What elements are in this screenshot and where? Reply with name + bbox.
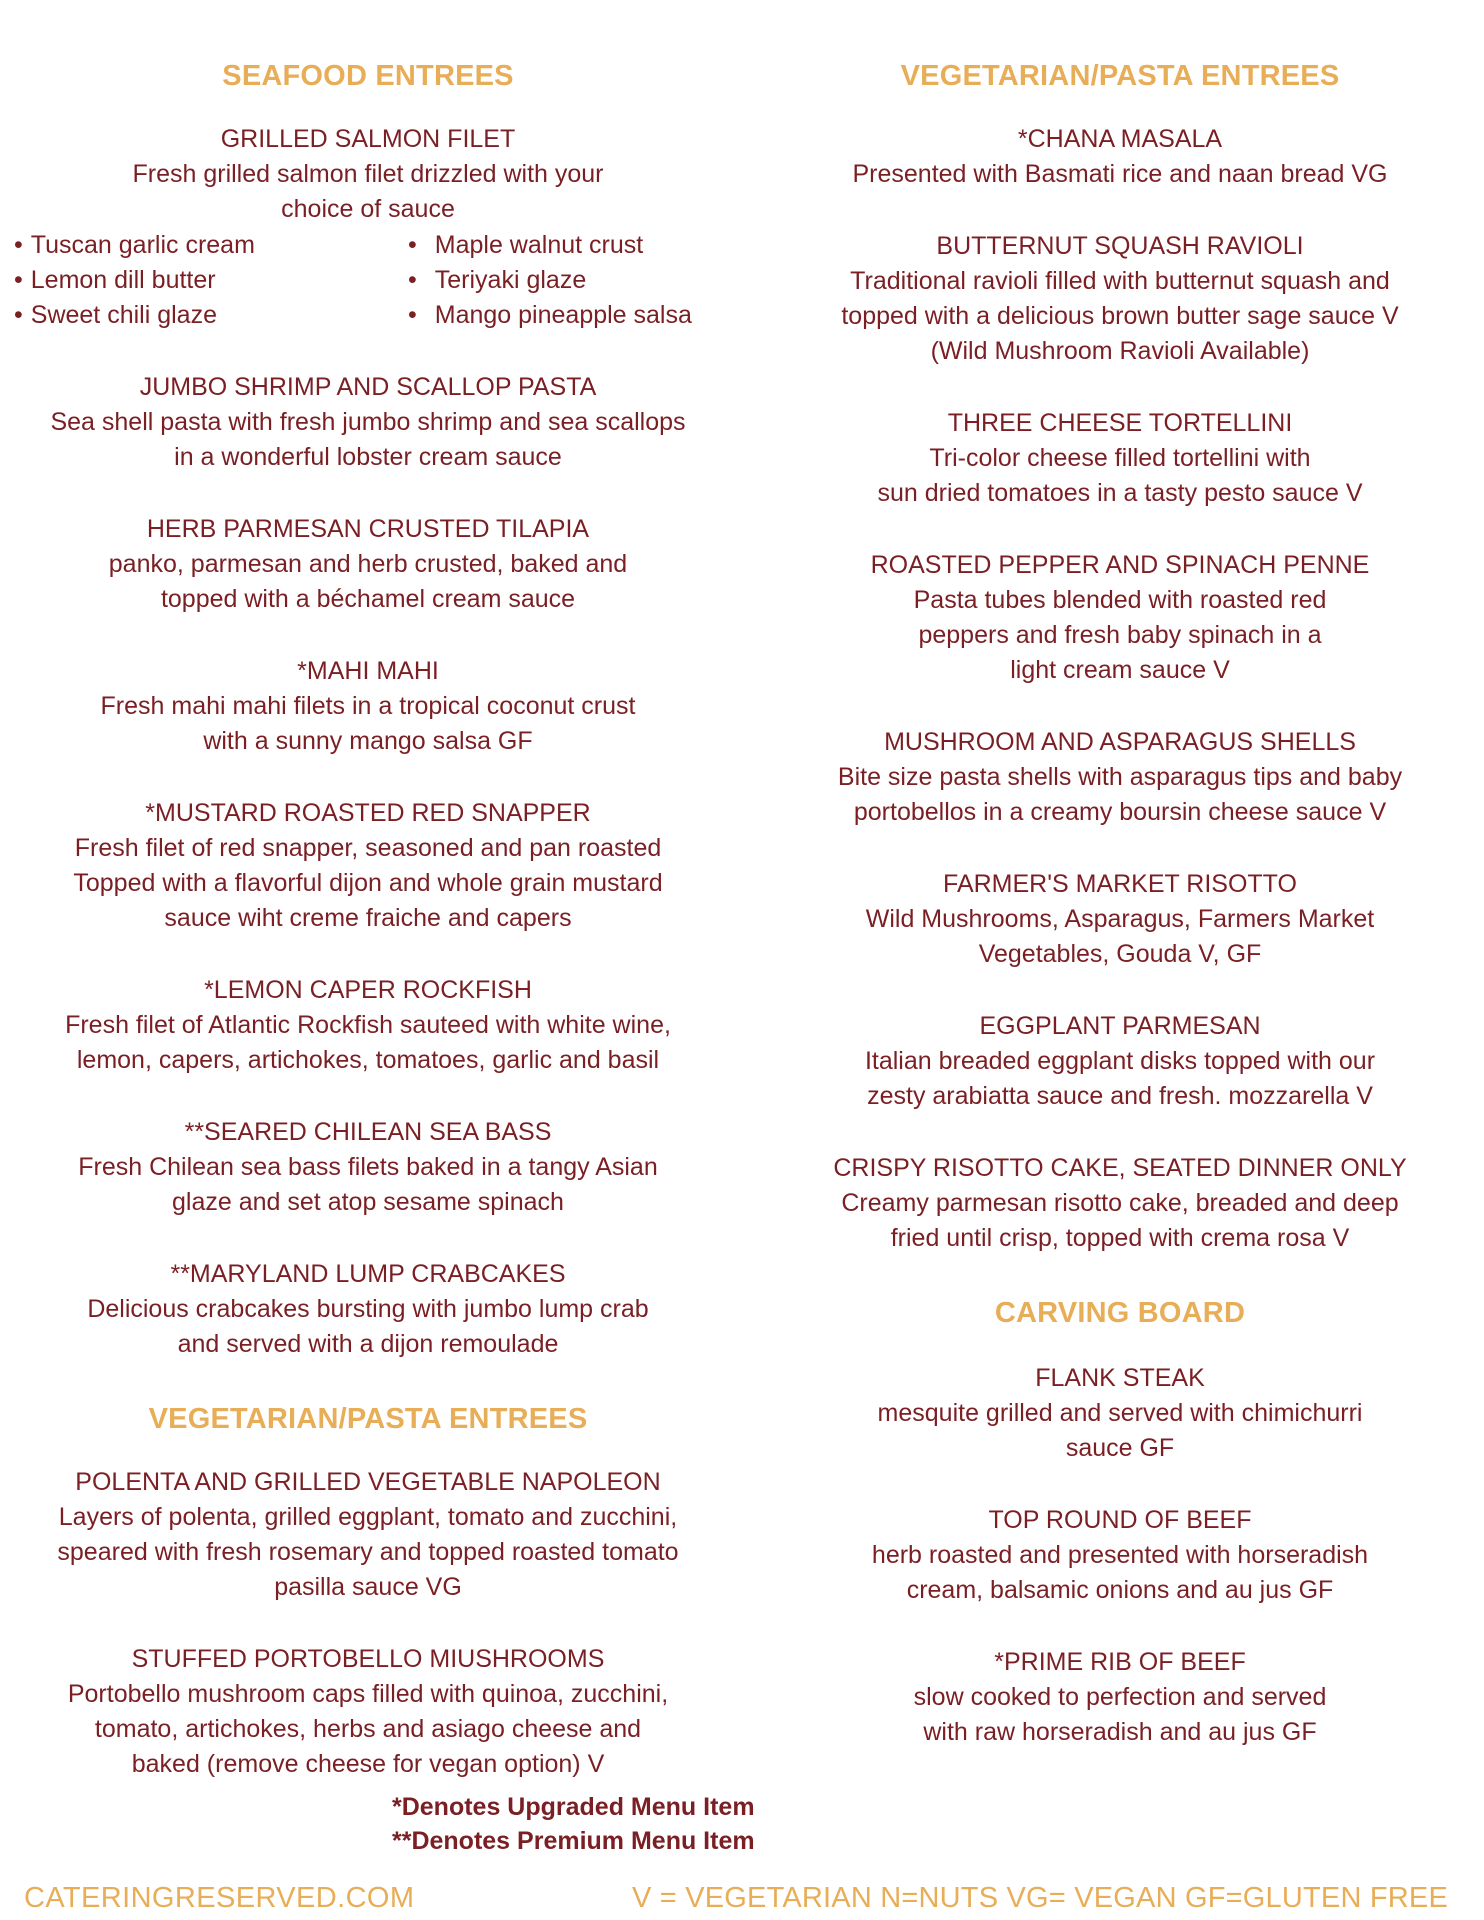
menu-item <box>14 1115 722 1220</box>
item-name: HERB PARMESAN CRUSTED TILAPIA <box>146 515 590 543</box>
website-footer: CATERINGRESERVED.COM <box>24 1882 415 1914</box>
sauce-option: • Tuscan garlic cream <box>14 228 394 263</box>
menu-item <box>800 1645 1440 1750</box>
menu-item <box>800 548 1440 688</box>
menu-item <box>14 654 722 759</box>
menu-item <box>14 1642 722 1782</box>
item-name: TOP ROUND OF BEEF <box>988 1506 1252 1534</box>
item-description: panko, parmesan and herb crusted, baked and topped with a béchamel cream sauce <box>108 550 628 613</box>
item-name: POLENTA AND GRILLED VEGETABLE NAPOLEON <box>75 1468 661 1496</box>
item-name: ROASTED PEPPER AND SPINACH PENNE <box>870 551 1370 579</box>
dietary-legend: V = VEGETARIAN N=NUTS VG= VEGAN GF=GLUTEN FREE <box>632 1882 1449 1914</box>
vegetarian-pasta-heading: VEGETARIAN/PASTA ENTREES <box>900 60 1340 92</box>
menu-item <box>800 406 1440 511</box>
menu-item <box>14 370 722 475</box>
item-description: Presented with Basmati rice and naan bread VG <box>852 160 1388 188</box>
seafood-heading: SEAFOOD ENTREES <box>222 60 514 92</box>
menu-item <box>800 867 1440 972</box>
item-description: Delicious crabcakes bursting with jumbo lump crab and served with a dijon remoulade <box>87 1295 649 1358</box>
item-description: Layers of polenta, grilled eggplant, tomato and zucchini, speared with fresh rosemary and topped roasted tomato pasilla sauce VG <box>57 1503 679 1601</box>
item-description: herb roasted and presented with horseradish cream, balsamic onions and au jus GF <box>871 1541 1369 1604</box>
menu-item-grilled-salmon <box>14 122 722 333</box>
item-name: EGGPLANT PARMESAN <box>979 1012 1261 1040</box>
item-description: mesquite grilled and served with chimichurri sauce GF <box>877 1399 1363 1462</box>
item-description: Fresh mahi mahi filets in a tropical coconut crust with a sunny mango salsa GF <box>100 692 636 755</box>
item-name: *PRIME RIB OF BEEF <box>994 1648 1246 1676</box>
item-name: *LEMON CAPER ROCKFISH <box>204 976 532 1004</box>
sauce-option: • Mango pineapple salsa <box>402 298 722 333</box>
menu-item <box>800 725 1440 830</box>
sauce-options <box>14 228 722 333</box>
item-name: BUTTERNUT SQUASH RAVIOLI <box>936 232 1304 260</box>
item-name: FARMER'S MARKET RISOTTO <box>943 870 1297 898</box>
item-description: slow cooked to perfection and served with raw horseradish and au jus GF <box>913 1683 1327 1746</box>
item-name: CRISPY RISOTTO CAKE, SEATED DINNER ONLY <box>833 1154 1407 1182</box>
sauce-option: • Sweet chili glaze <box>14 298 394 333</box>
menu-item <box>800 229 1440 369</box>
sauce-option: • Lemon dill butter <box>14 263 394 298</box>
item-name: *MAHI MAHI <box>297 657 439 685</box>
sauce-option: • Teriyaki glaze <box>402 263 722 298</box>
menu-item <box>14 1465 722 1605</box>
menu-item <box>800 1503 1440 1608</box>
upgraded-note: *Denotes Upgraded Menu Item <box>392 1793 755 1821</box>
premium-note: **Denotes Premium Menu Item <box>392 1827 755 1855</box>
menu-item <box>800 1361 1440 1466</box>
item-name: THREE CHEESE TORTELLINI <box>947 409 1293 437</box>
item-name: MUSHROOM AND ASPARAGUS SHELLS <box>884 728 1356 756</box>
item-name: **MARYLAND LUMP CRABCAKES <box>170 1260 566 1288</box>
menu-item <box>14 1257 722 1362</box>
menu-item <box>800 1151 1440 1256</box>
sauce-option: • Maple walnut crust <box>402 228 722 263</box>
sauce-list-left <box>14 228 394 333</box>
item-description: Fresh Chilean sea bass filets baked in a tangy Asian glaze and set atop sesame spinach <box>78 1153 658 1216</box>
item-description: Tri-color cheese filled tortellini with sun dried tomatoes in a tasty pesto sauce V <box>877 444 1363 507</box>
item-name: FLANK STEAK <box>1035 1364 1205 1392</box>
menu-notes <box>392 1790 755 1858</box>
item-name: *CHANA MASALA <box>1017 125 1223 153</box>
item-description: Fresh grilled salmon filet drizzled with your choice of sauce <box>132 160 604 223</box>
item-name: JUMBO SHRIMP AND SCALLOP PASTA <box>139 373 597 401</box>
item-description: Wild Mushrooms, Asparagus, Farmers Market Vegetables, Gouda V, GF <box>865 905 1375 968</box>
menu-item <box>800 1009 1440 1114</box>
item-description: Italian breaded eggplant disks topped with our zesty arabiatta sauce and fresh. mozzarella V <box>864 1047 1376 1110</box>
item-description: Bite size pasta shells with asparagus tips and baby portobellos in a creamy boursin cheese sauce V <box>837 763 1403 826</box>
item-description: Fresh filet of Atlantic Rockfish sauteed with white wine, lemon, capers, artichokes, tomatoes, garlic and basil <box>65 1011 671 1074</box>
carving-board-heading: CARVING BOARD <box>994 1297 1246 1329</box>
right-column <box>800 56 1440 1787</box>
item-description: Creamy parmesan risotto cake, breaded and deep fried until crisp, topped with crema rosa V <box>841 1189 1399 1252</box>
item-name: **SEARED CHILEAN SEA BASS <box>184 1118 552 1146</box>
item-description: Traditional ravioli filled with butternut squash and topped with a delicious brown butter sage sauce V (Wild Mushroom Ravioli Available) <box>841 267 1399 365</box>
item-name: *MUSTARD ROASTED RED SNAPPER <box>145 799 591 827</box>
menu-item <box>14 796 722 936</box>
menu-item <box>14 973 722 1078</box>
menu-item <box>14 512 722 617</box>
item-description: Sea shell pasta with fresh jumbo shrimp and sea scallops in a wonderful lobster cream sauce <box>50 408 686 471</box>
left-column <box>14 56 722 1819</box>
item-name: GRILLED SALMON FILET <box>220 125 516 153</box>
item-description: Fresh filet of red snapper, seasoned and pan roasted Topped with a flavorful dijon and whole grain mustard sauce wiht creme fraiche and capers <box>73 834 663 932</box>
vegetarian-pasta-heading: VEGETARIAN/PASTA ENTREES <box>148 1403 588 1435</box>
item-description: Pasta tubes blended with roasted red peppers and fresh baby spinach in a light cream sauce V <box>913 586 1327 684</box>
item-name: STUFFED PORTOBELLO MIUSHROOMS <box>131 1645 605 1673</box>
menu-item <box>800 122 1440 192</box>
item-description: Portobello mushroom caps filled with quinoa, zucchini, tomato, artichokes, herbs and asiago cheese and baked (remove cheese for vegan option) V <box>67 1680 669 1778</box>
sauce-list-right <box>402 228 722 333</box>
